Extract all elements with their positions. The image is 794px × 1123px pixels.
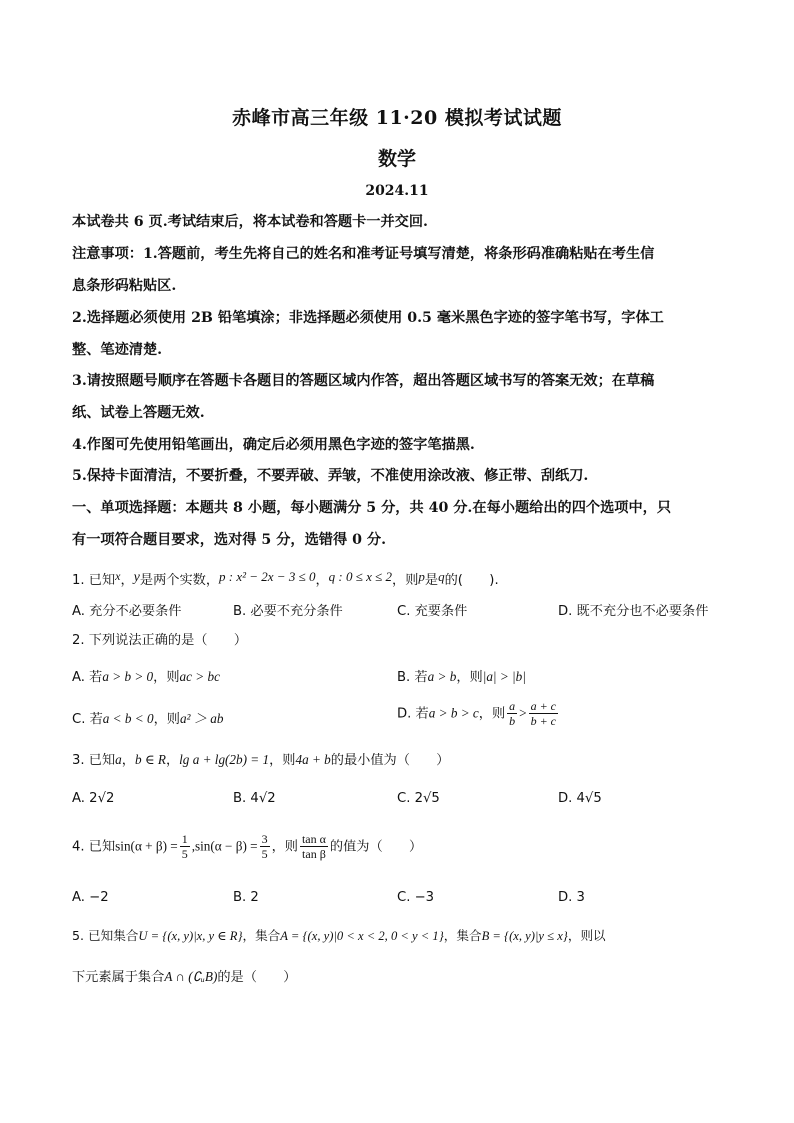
exam-date: 2024.11 — [365, 183, 429, 199]
notice-line: 3.请按照题号顺序在答题卡各题目的答题区域内作答，超出答题区域书写的答案无效；在草稿 — [72, 373, 655, 389]
question-2-option-b: B. 若a > b，则|a| > |b| — [397, 669, 526, 685]
question-1-option-c: C. 充要条件 — [397, 604, 468, 619]
question-3-stem: 3. 已知a，b ∈ R，lg a + lg(2b) = 1，则4a + b的最小值为（ ） — [72, 752, 450, 768]
question-4-stem: 4. 已知sin(α + β) = $\frac{1}{5}$ ,sin(α − β) = $\frac{3}{5}$ ，则 $\frac{\text{tan α}}{\text{tan β}}$ 的值为（ ） — [72, 832, 423, 861]
question-4-option-b: B. 2 — [233, 890, 259, 905]
section-heading: 一、单项选择题：本题共 8 小题，每小题满分 5 分，共 40 分.在每小题给出的四个选项中，只 — [72, 500, 672, 516]
notice-line: 息条形码粘贴区. — [72, 278, 177, 294]
question-3-option-d: D. 4√5 — [558, 791, 602, 806]
notice-line: 4.作图可先使用铅笔画出，确定后必须用黑色字迹的签字笔描黑. — [72, 437, 475, 453]
notice-line: 5.保持卡面清洁，不要折叠，不要弄破、弄皱，不准使用涂改液、修正带、刮纸刀. — [72, 468, 589, 484]
fraction: $\frac{a + c}{b + c}$ — [530, 699, 557, 728]
fraction: $\frac{1}{5}$ — [181, 832, 188, 861]
notice-line: 整、笔迹清楚. — [72, 342, 163, 358]
question-3-option-b: B. 4√2 — [233, 791, 276, 806]
question-2-option-a: A. 若a > b > 0，则ac > bc — [72, 669, 220, 685]
question-4-option-a: A. −2 — [72, 890, 109, 905]
question-5-stem-line2: 下元素属于集合A ∩ (∁ᵤB)的是（ ） — [72, 969, 297, 985]
exam-title: 赤峰市高三年级 11·20 模拟考试试题 — [232, 107, 562, 129]
fraction: $\frac{3}{5}$ — [261, 832, 268, 861]
notice-line: 纸、试卷上答题无效. — [72, 405, 205, 421]
question-3-option-a: A. 2√2 — [72, 791, 115, 806]
notice-line: 2.选择题必须使用 2B 铅笔填涂；非选择题必须使用 0.5 毫米黑色字迹的签字笔书写，字体工 — [72, 310, 664, 326]
question-1-option-a: A. 充分不必要条件 — [72, 604, 182, 619]
question-1-option-d: D. 既不充分也不必要条件 — [558, 604, 709, 619]
question-2-option-c: C. 若a < b < 0，则a² ＞ ab — [72, 711, 224, 727]
fraction: $\frac{a}{b}$ — [509, 699, 516, 728]
question-1-option-b: B. 必要不充分条件 — [233, 604, 343, 619]
question-4-option-d: D. 3 — [558, 890, 585, 905]
question-3-option-c: C. 2√5 — [397, 791, 440, 806]
question-2-stem: 2. 下列说法正确的是（ ） — [72, 633, 248, 648]
fraction: $\frac{\text{tan α}}{\text{tan β}}$ — [301, 832, 326, 861]
section-heading: 有一项符合题目要求，选对得 5 分，选错得 0 分. — [72, 532, 387, 548]
instruction-line: 本试卷共 6 页.考试结束后，将本试卷和答题卡一并交回. — [72, 214, 428, 230]
notice-line: 注意事项：1.答题前，考生先将自己的姓名和准考证号填写清楚，将条形码准确粘贴在考生信 — [72, 246, 655, 262]
question-2-option-d: D. 若a > b > c，则 $\frac{a}{b}$ > $\frac{a + c}{b + c}$ — [397, 699, 557, 728]
subject-title: 数学 — [377, 148, 416, 170]
question-4-option-c: C. −3 — [397, 890, 435, 905]
question-5-stem: 5. 已知集合U = {(x, y)|x, y ∈ R}，集合A = {(x, y)|0 < x < 2, 0 < y < 1}，集合B = {(x, y)|y ≤ x}，则以 — [72, 928, 606, 943]
question-1-stem: 1. 已知x，y是两个实数，p : x² − 2x − 3 ≤ 0，q : 0 ≤ x ≤ 2，则p是q的( ). — [72, 569, 499, 588]
